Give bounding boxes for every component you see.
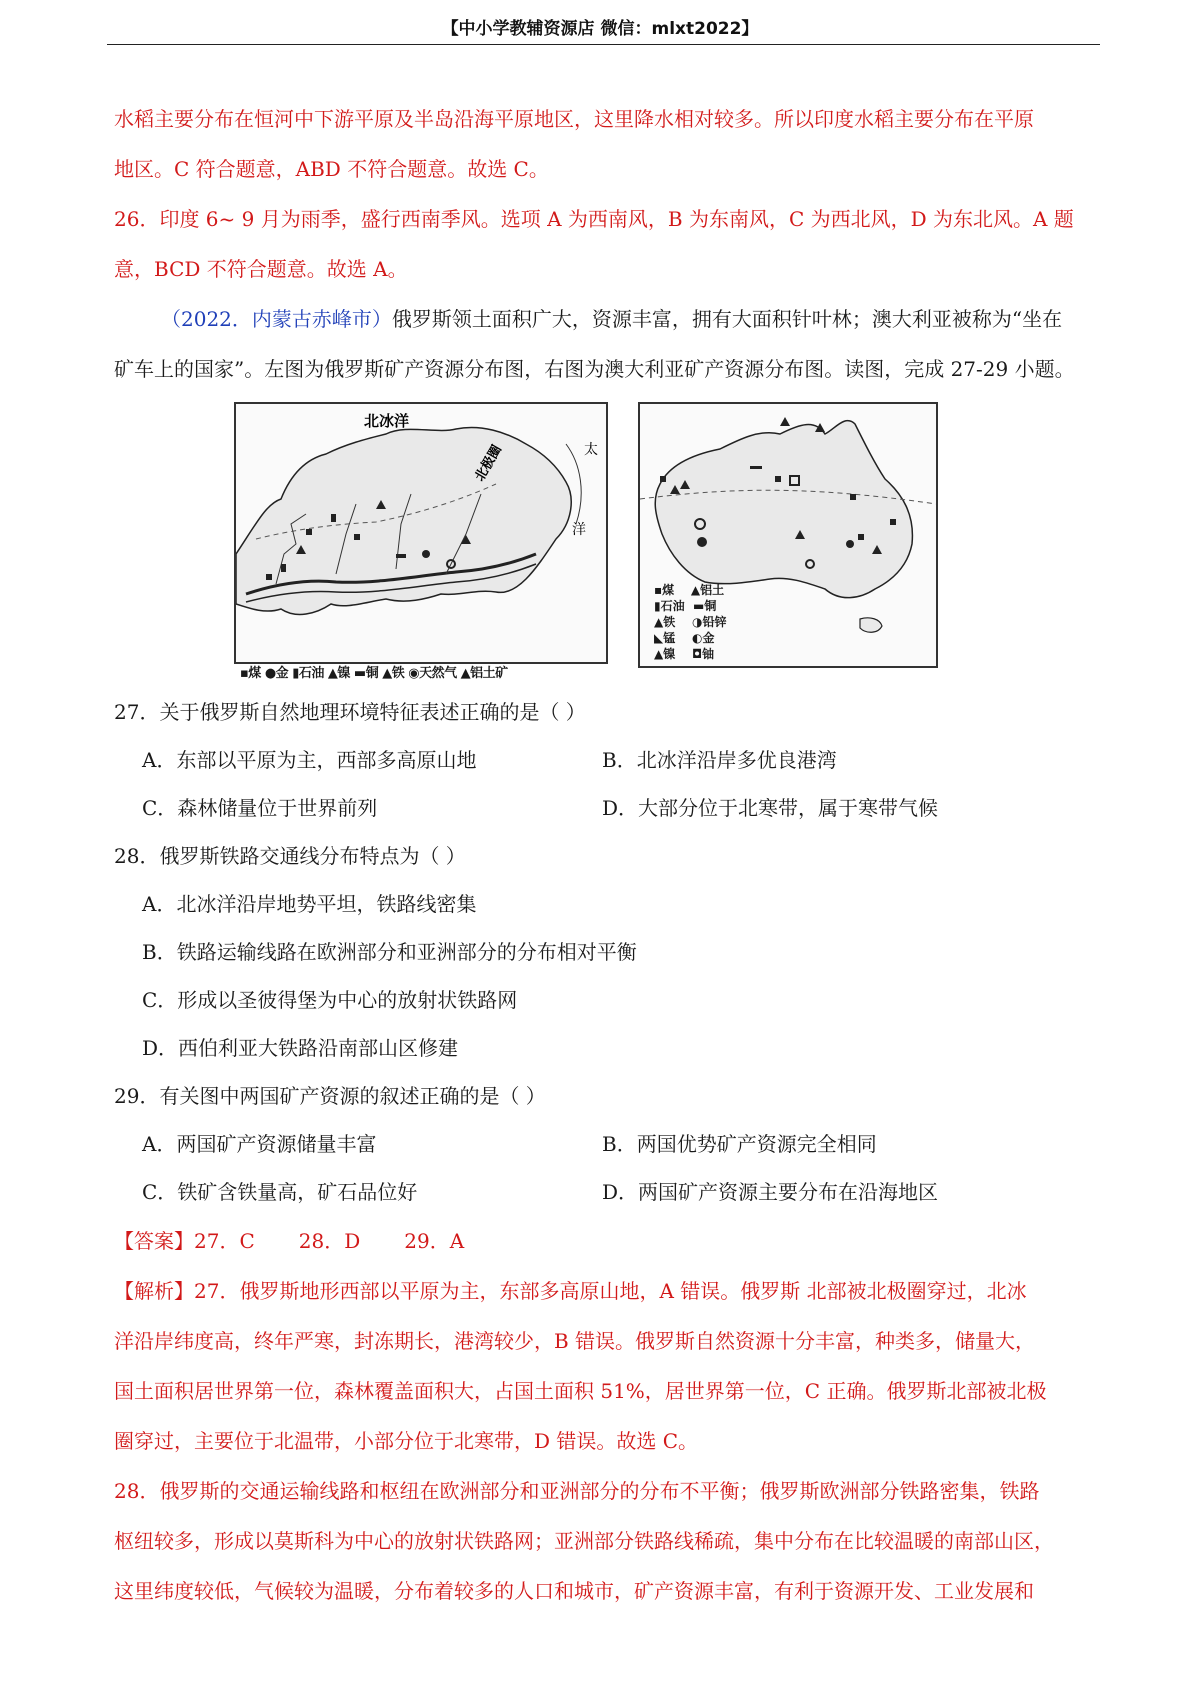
analysis-label: 【解析】 bbox=[114, 1279, 194, 1303]
analysis-28-line-2: 枢纽较多，形成以莫斯科为中心的放射状铁路网；亚洲部分铁路线稀疏，集中分布在比较温暖的南部山区， bbox=[114, 1529, 1054, 1553]
question-28-stem: 28．俄罗斯铁路交通线分布特点为（ ） bbox=[114, 844, 466, 868]
intro-line-1: 水稻主要分布在恒河中下游平原及半岛沿海平原地区，这里降水相对较多。所以印度水稻主要分布在平原 bbox=[114, 107, 1034, 131]
map-figures bbox=[114, 402, 1099, 686]
analysis-28-line-1: 28．俄罗斯的交通运输线路和枢纽在欧洲部分和亚洲部分的分布不平衡；俄罗斯欧洲部分铁路密集，铁路 bbox=[114, 1479, 1040, 1503]
analysis-27-line-2: 洋沿岸纬度高，终年严寒，封冻期长，港湾较少，B 错误。俄罗斯自然资源十分丰富，种类多，储量大， bbox=[114, 1329, 1036, 1353]
answer-line bbox=[114, 1216, 1099, 1266]
question-29-option-c[interactable]: C．铁矿含铁量高，矿石品位好 bbox=[142, 1180, 418, 1204]
analysis-27-line-4: 圈穿过，主要位于北温带，小部分位于北寒带，D 错误。故选 C。 bbox=[114, 1429, 699, 1453]
analysis-27-line-3: 国土面积居世界第一位，森林覆盖面积大，占国土面积 51%，居世界第一位，C 正确。俄罗斯北部被北极 bbox=[114, 1379, 1047, 1403]
q26-analysis-line-1: 26．印度 6~ 9 月为雨季，盛行西南季风。选项 A 为西南风，B 为东南风，C 为西北风，D 为东北风。A 题 bbox=[114, 207, 1074, 231]
passage-source: （2022．内蒙古赤峰市） bbox=[161, 307, 392, 331]
question-27-option-d[interactable]: D．大部分位于北寒带，属于寒带气候 bbox=[602, 796, 939, 820]
passage-text-1: 俄罗斯领土面积广大，资源丰富，拥有大面积针叶林；澳大利亚被称为“坐在 bbox=[391, 307, 1063, 331]
question-29-option-d[interactable]: D．两国矿产资源主要分布在沿海地区 bbox=[602, 1180, 939, 1204]
passage-line-2: 矿车上的国家”。左图为俄罗斯矿产资源分布图，右图为澳大利亚矿产资源分布图。读图，完成 27-29 小题。 bbox=[114, 357, 1075, 381]
question-29-options-row-2 bbox=[114, 1168, 1099, 1216]
header-rule bbox=[107, 44, 1100, 45]
aus-legend-row: ▲铁 ◑铅锌 bbox=[654, 615, 727, 629]
russia-map-legend: ▪煤 ●金 ▮石油 ▲镍 ▬铜 ▲铁 ◉天然气 ▲铝土矿 bbox=[240, 666, 508, 681]
question-27-options-row-1 bbox=[114, 736, 1099, 784]
question-27-stem: 27．关于俄罗斯自然地理环境特征表述正确的是（ ） bbox=[114, 700, 586, 724]
aus-legend-row: ▪煤 ▲铝土 bbox=[654, 583, 725, 597]
australia-mineral-map bbox=[638, 402, 938, 668]
russia-map-graphic bbox=[236, 404, 606, 662]
question-28-option-b[interactable]: B．铁路运输线路在欧洲部分和亚洲部分的分布相对平衡 bbox=[142, 940, 637, 964]
russia-mineral-map bbox=[234, 402, 608, 664]
russia-pacific-label-2: 洋 bbox=[572, 522, 586, 538]
aus-legend-row: ▲镍 ◘铀 bbox=[654, 647, 715, 661]
answer-27: 27．C bbox=[194, 1229, 255, 1253]
russia-arctic-label: 北冰洋 bbox=[364, 412, 410, 430]
aus-legend-row: ▮石油 ▬铜 bbox=[654, 599, 717, 613]
passage-line-1 bbox=[114, 294, 1099, 344]
intro-line-2: 地区。C 符合题意，ABD 不符合题意。故选 C。 bbox=[114, 157, 549, 181]
question-29-stem: 29．有关图中两国矿产资源的叙述正确的是（ ） bbox=[114, 1084, 546, 1108]
q26-analysis-line-2: 意，BCD 不符合题意。故选 A。 bbox=[114, 257, 408, 281]
answer-28: 28．D bbox=[298, 1229, 361, 1253]
question-28-option-d[interactable]: D．西伯利亚大铁路沿南部山区修建 bbox=[142, 1036, 459, 1060]
question-27-option-a[interactable]: A．东部以平原为主，西部多高原山地 bbox=[142, 748, 477, 772]
question-27-option-b[interactable]: B．北冰洋沿岸多优良港湾 bbox=[602, 748, 837, 772]
page-header: 【中小学教辅资源店 微信：mlxt2022】 bbox=[441, 19, 759, 39]
question-29-options-row-1 bbox=[114, 1120, 1099, 1168]
question-27-options-row-2 bbox=[114, 784, 1099, 832]
question-28-option-c[interactable]: C．形成以圣彼得堡为中心的放射状铁路网 bbox=[142, 988, 518, 1012]
analysis-28-line-3: 这里纬度较低，气候较为温暖，分布着较多的人口和城市，矿产资源丰富，有利于资源开发、工业发展和 bbox=[114, 1579, 1034, 1603]
answer-label: 【答案】 bbox=[114, 1229, 194, 1253]
question-27-option-c[interactable]: C．森林储量位于世界前列 bbox=[142, 796, 378, 820]
russia-pacific-label-1: 太 bbox=[584, 442, 598, 458]
document-body bbox=[114, 94, 1099, 1616]
russia-circle-label: 北极圈 bbox=[472, 442, 505, 484]
question-29-option-b[interactable]: B．两国优势矿产资源完全相同 bbox=[602, 1132, 877, 1156]
question-29-option-a[interactable]: A．两国矿产资源储量丰富 bbox=[142, 1132, 377, 1156]
analysis-27-line-1: 【解析】27．俄罗斯地形西部以平原为主，东部多高原山地，A 错误。俄罗斯 北部被北极圈穿过，北冰 bbox=[114, 1279, 1027, 1303]
australia-map-legend bbox=[654, 582, 726, 662]
aus-legend-row: ◣锰 ◐金 bbox=[654, 631, 715, 645]
question-28-option-a[interactable]: A．北冰洋沿岸地势平坦，铁路线密集 bbox=[142, 892, 477, 916]
answer-29: 29．A bbox=[404, 1229, 465, 1253]
